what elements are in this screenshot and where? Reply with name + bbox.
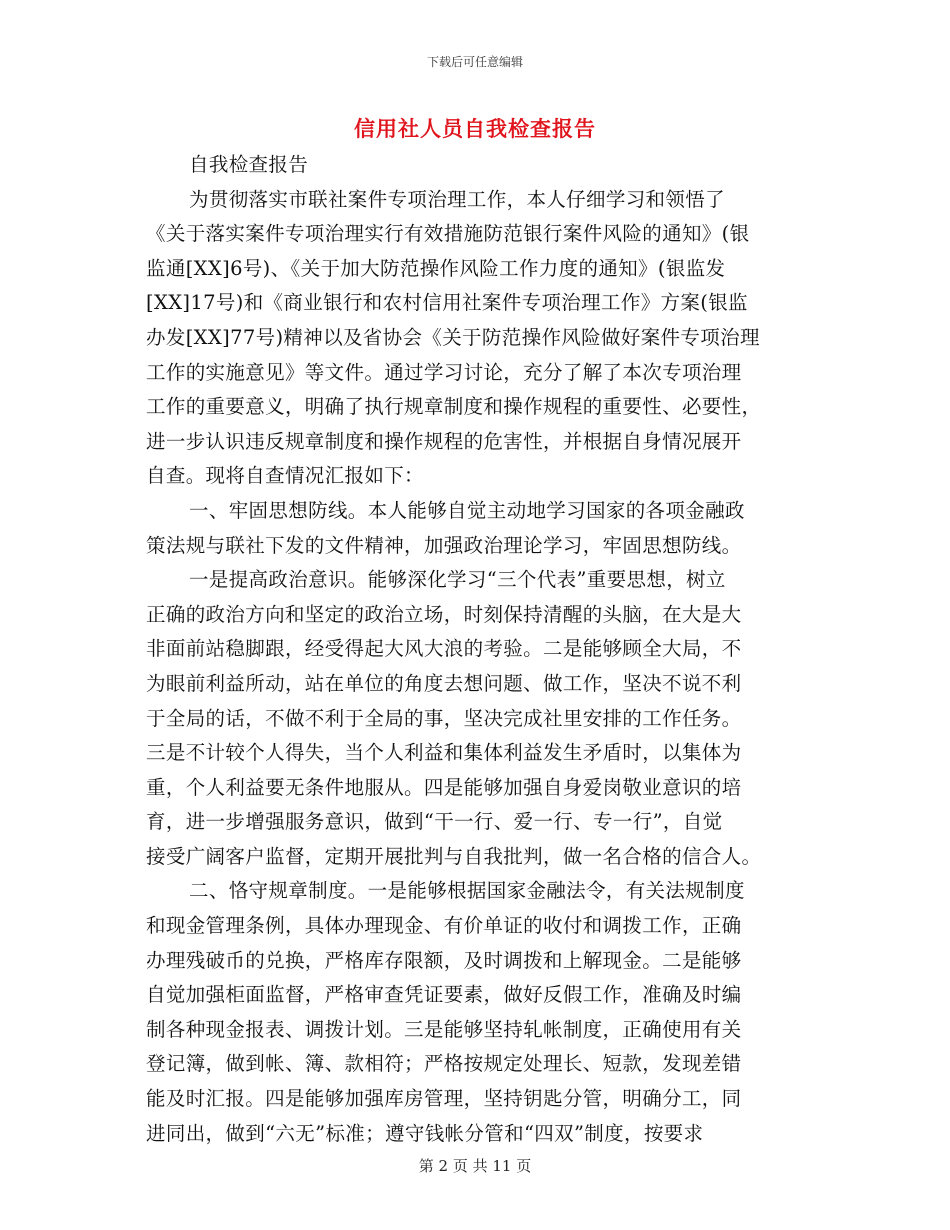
- body-line: 办发[XX]77号)精神以及省协会《关于防范操作风险做好案件专项治理: [146, 325, 760, 349]
- body-line: 三是不计较个人得失，当个人利益和集体利益发生矛盾时，以集体为: [146, 741, 742, 765]
- body-line: 和现金管理条例，具体办理现金、有价单证的收付和调拨工作，正确: [146, 914, 742, 938]
- body-line: 《关于落实案件专项治理实行有效措施防范银行案件风险的通知》(银: [146, 222, 750, 246]
- body-line: 办理残破币的兑换，严格库存限额，及时调拨和上解现金。二是能够: [146, 948, 742, 972]
- body-line: 一是提高政治意识。能够深化学习“三个代表”重要思想，树立: [189, 568, 726, 592]
- body-line: 为贯彻落实市联社案件专项治理工作，本人仔细学习和领悟了: [189, 187, 725, 211]
- body-line: 重，个人利益要无条件地服从。四是能够加强自身爱岗敬业意识的培: [146, 775, 742, 799]
- body-line: 策法规与联社下发的文件精神，加强政治理论学习，牢固思想防线。: [146, 533, 742, 557]
- body-line: 工作的实施意见》等文件。通过学习讨论，充分了解了本次专项治理: [146, 360, 742, 384]
- body-line: 监通[XX]6号)、《关于加大防范操作风险工作力度的通知》(银监发: [146, 256, 726, 280]
- page-number: 第 2 页 共 11 页: [418, 1157, 532, 1175]
- header-note: 下载后可任意编辑: [426, 55, 523, 69]
- body-line: 自我检查报告: [189, 153, 309, 176]
- body-line: 育，进一步增强服务意识，做到“干一行、爱一行、专一行”，自觉: [146, 810, 723, 834]
- body-line: 自觉加强柜面监督，严格审查凭证要素，做好反假工作，准确及时编: [146, 983, 742, 1007]
- body-line: 正确的政治方向和坚定的政治立场，时刻保持清醒的头脑，在大是大: [146, 602, 742, 626]
- body-line: 能及时汇报。四是能够加强库房管理，坚持钥匙分管，明确分工，同: [146, 1087, 742, 1111]
- body-line: 自查。现将自查情况汇报如下：: [146, 464, 424, 488]
- body-line: 为眼前利益所动，站在单位的角度去想问题、做工作，坚决不说不利: [146, 671, 742, 695]
- body-line: 接受广阔客户监督，定期开展批判与自我批判，做一名合格的信合人。: [146, 844, 762, 868]
- document-body: [146, 148, 810, 1151]
- body-line: 制各种现金报表、调拨计划。三是能够坚持轧帐制度，正确使用有关: [146, 1017, 742, 1041]
- body-line: 于全局的话，不做不利于全局的事，坚决完成社里安排的工作任务。: [146, 706, 742, 730]
- body-line: 登记簿，做到帐、簿、款相符；严格按规定处理长、短款，发现差错: [146, 1052, 742, 1076]
- body-line: 一、牢固思想防线。本人能够自觉主动地学习国家的各项金融政: [189, 498, 745, 522]
- body-line: 非面前站稳脚跟，经受得起大风大浪的考验。二是能够顾全大局，不: [146, 637, 742, 661]
- body-line: 进同出，做到“六无”标准；遵守钱帐分管和“四双”制度，按要求: [146, 1121, 704, 1145]
- body-line: 工作的重要意义，明确了执行规章制度和操作规程的重要性、必要性，: [146, 395, 762, 419]
- body-line: 二、恪守规章制度。一是能够根据国家金融法令，有关法规制度: [189, 879, 745, 903]
- body-line: 进一步认识违反规章制度和操作规程的危害性，并根据自身情况展开: [146, 429, 742, 453]
- body-line: [XX]17号)和《商业银行和农村信用社案件专项治理工作》方案(银监: [146, 291, 748, 315]
- document-title: 信用社人员自我检查报告: [354, 116, 596, 141]
